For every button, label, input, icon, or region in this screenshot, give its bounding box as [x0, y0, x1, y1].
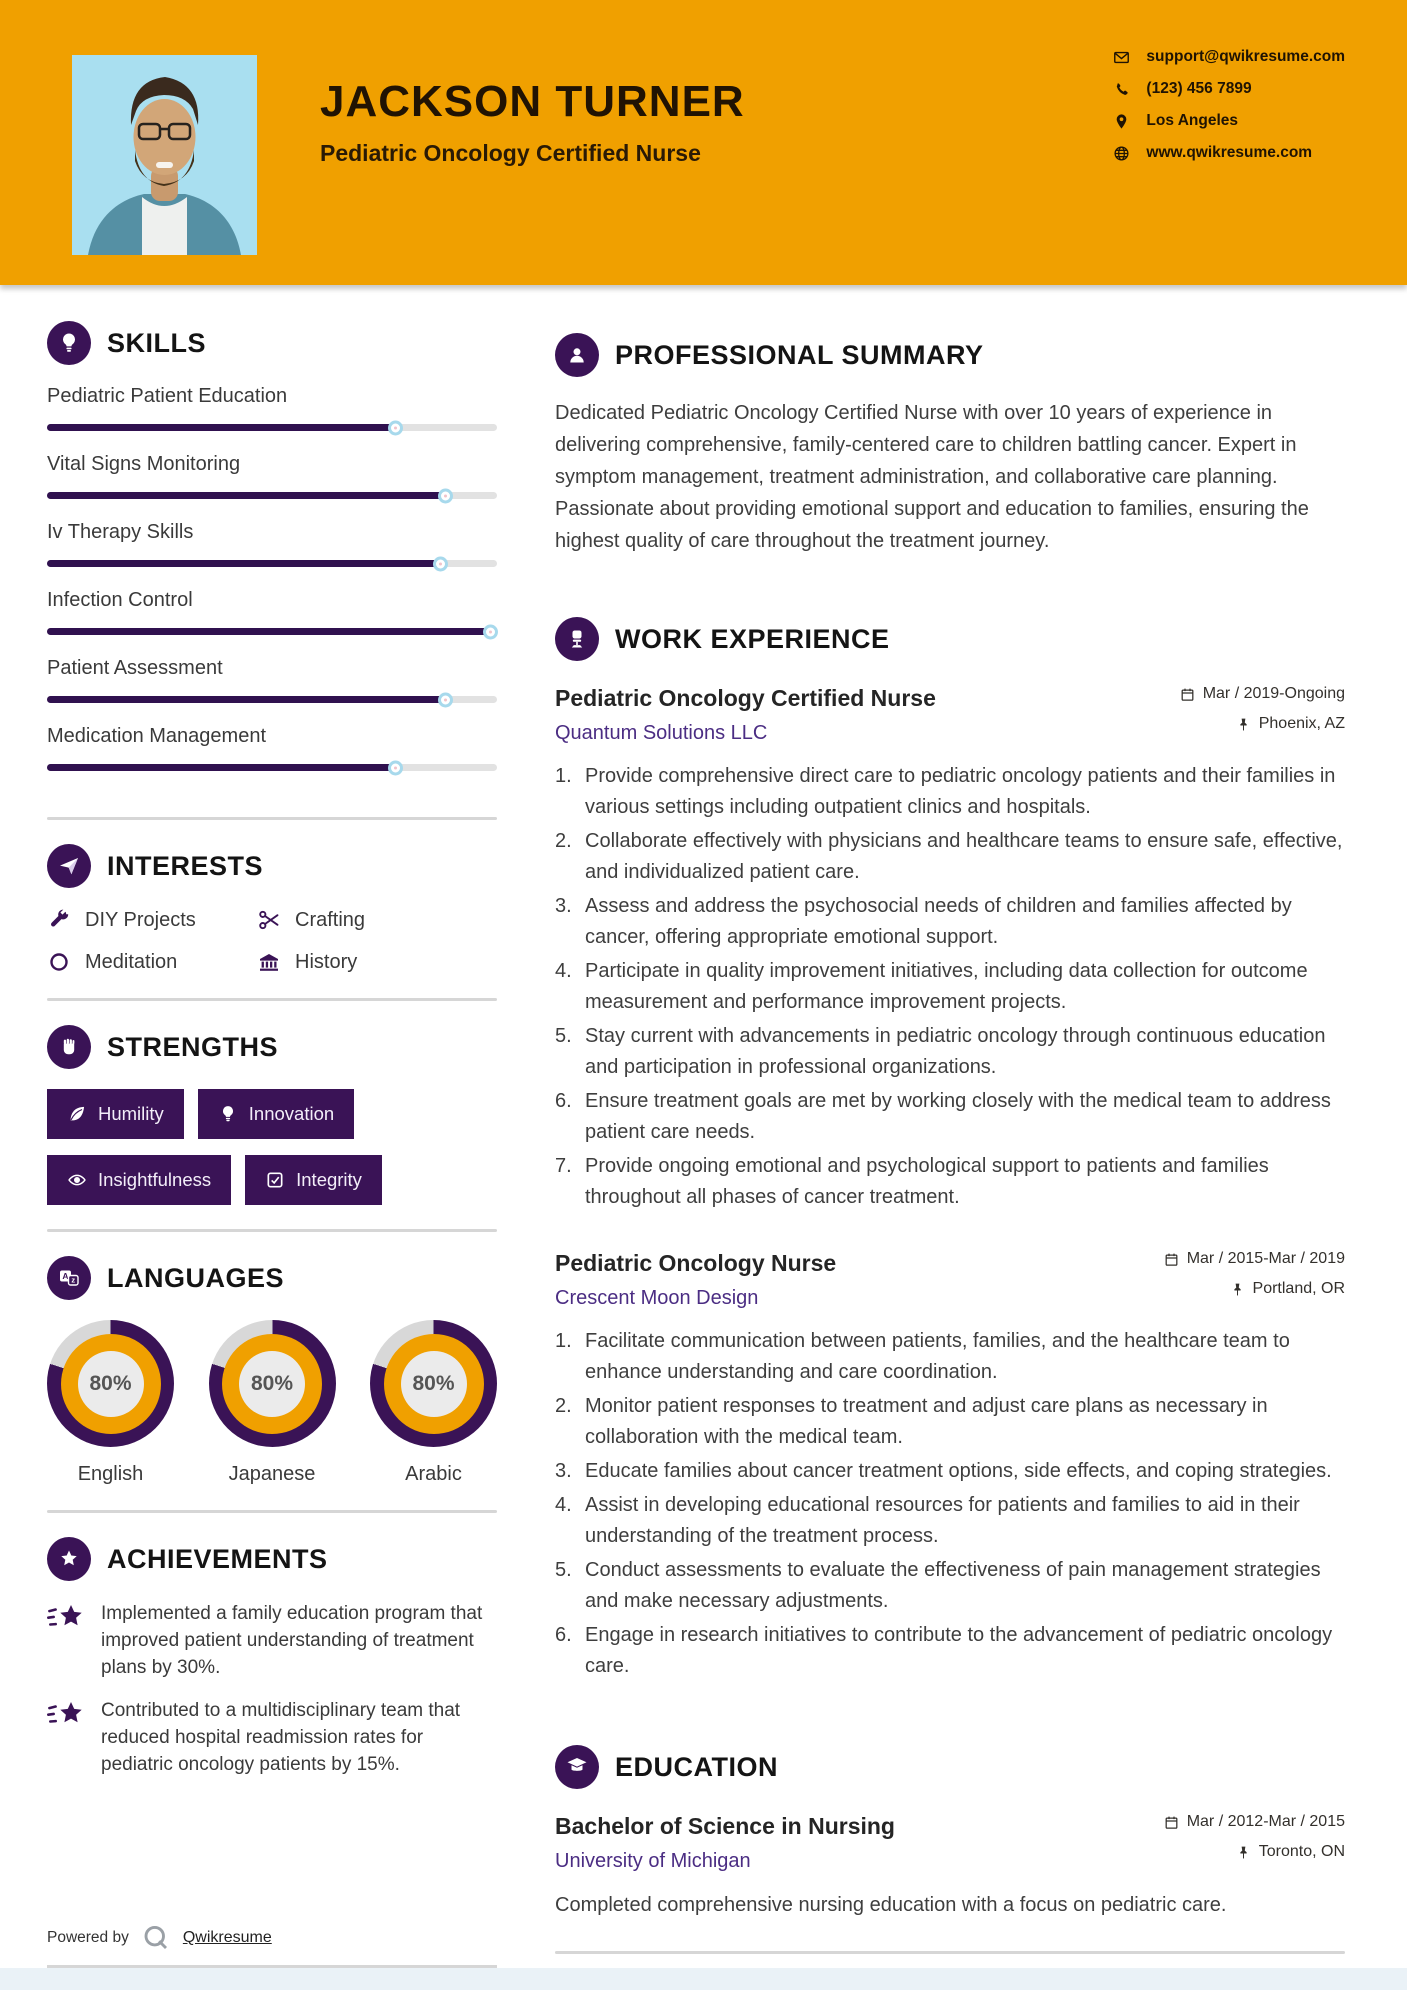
strengths-section-head — [47, 1025, 497, 1069]
interest-item: Meditation — [47, 950, 257, 974]
summary-section-head — [555, 333, 1345, 377]
qwikresume-link[interactable]: Qwikresume — [182, 1929, 272, 1946]
skill-slider[interactable] — [47, 628, 497, 635]
strengths-list — [47, 1089, 497, 1205]
contact-location: Los Angeles — [1113, 112, 1345, 130]
skill-item: Pediatric Patient Education — [47, 385, 497, 431]
scissors-icon — [257, 908, 281, 932]
job-location: Phoenix, AZ — [1180, 715, 1345, 733]
language-item: 80% Japanese — [209, 1320, 336, 1486]
checkbox-icon — [265, 1170, 285, 1190]
job-meta — [1144, 1250, 1345, 1298]
language-donut — [209, 1320, 336, 1447]
eye-icon — [67, 1170, 87, 1190]
contact-website[interactable]: www.qwikresume.com — [1113, 144, 1345, 162]
languages-heading: LANGUAGES — [107, 1262, 285, 1293]
shooting-star-icon — [47, 1603, 85, 1637]
skill-slider[interactable] — [47, 492, 497, 499]
slider-thumb[interactable] — [483, 624, 498, 639]
achievement-item: Implemented a family education program that improved patient understanding of treatment plans by 30%. — [47, 1601, 497, 1682]
strengths-heading: STRENGTHS — [107, 1031, 279, 1062]
leaf-icon — [67, 1104, 87, 1124]
education-section-head — [555, 1745, 1345, 1789]
divider — [47, 1229, 497, 1232]
job-meta — [1160, 685, 1345, 733]
slider-thumb[interactable] — [388, 420, 403, 435]
achievements-list — [47, 1601, 497, 1795]
pushpin-icon — [1236, 1845, 1251, 1860]
language-donut — [47, 1320, 174, 1447]
wrench-icon — [47, 908, 71, 932]
job-title: Pediatric Oncology Certified Nurse — [555, 685, 936, 711]
achievements-section-head — [47, 1537, 497, 1581]
job-entry — [555, 685, 1345, 1216]
language-donut — [370, 1320, 497, 1447]
company-link[interactable]: Crescent Moon Design — [555, 1287, 759, 1309]
interests-heading: INTERESTS — [107, 850, 264, 881]
pushpin-icon — [1236, 717, 1251, 732]
bank-icon — [257, 950, 281, 974]
language-item: 80% Arabic — [370, 1320, 497, 1486]
divider — [47, 817, 497, 820]
education-entry — [555, 1813, 1345, 1921]
work-section-head — [555, 617, 1345, 661]
skills-heading: SKILLS — [107, 327, 207, 358]
job-dates: Mar / 2015-Mar / 2019 — [1164, 1250, 1345, 1268]
work-heading: WORK EXPERIENCE — [615, 623, 890, 654]
school-link[interactable]: University of Michigan — [555, 1850, 751, 1872]
achievement-item: Contributed to a multidisciplinary team that reduced hospital readmission rates for pediatric oncology patients by 15%. — [47, 1698, 497, 1779]
office-chair-icon — [555, 617, 599, 661]
job-bullet: Provide ongoing emotional and psychological support to patients and families throughout all phases of cancer treatment. — [585, 1155, 1269, 1208]
job-bullet-list — [555, 761, 1345, 1213]
interest-item: History — [257, 950, 497, 974]
person-name: JACKSON TURNER — [320, 77, 745, 126]
job-bullet: Participate in quality improvement initiatives, including data collection for outcome measurement and performance improvement projects. — [585, 960, 1308, 1013]
paper-plane-icon — [47, 844, 91, 888]
sidebar — [47, 285, 497, 1968]
job-bullet: Collaborate effectively with physicians and healthcare teams to ensure safe, effective, and individualized patient care. — [585, 830, 1343, 883]
powered-by-label: Powered by — [47, 1929, 129, 1946]
job-bullet: Conduct assessments to evaluate the effectiveness of pain management strategies and make necessary adjustments. — [585, 1559, 1321, 1612]
calendar-icon — [1164, 1815, 1179, 1830]
interests-section-head — [47, 844, 497, 888]
education-meta — [1144, 1813, 1345, 1861]
divider — [555, 1951, 1345, 1954]
skill-slider[interactable] — [47, 696, 497, 703]
qwikresume-logo — [141, 1923, 171, 1953]
language-percent: 80% — [78, 1351, 144, 1417]
location-pin-icon — [1113, 113, 1130, 130]
email-icon — [1113, 49, 1130, 66]
strength-badge: Humility — [47, 1089, 184, 1139]
interests-list — [47, 908, 497, 974]
language-percent: 80% — [401, 1351, 467, 1417]
calendar-icon — [1164, 1252, 1179, 1267]
globe-icon — [1113, 145, 1130, 162]
job-bullet: Monitor patient responses to treatment and adjust care plans as necessary in collaboration with the medical team. — [585, 1395, 1268, 1448]
fist-icon — [47, 1025, 91, 1069]
education-heading: EDUCATION — [615, 1751, 778, 1782]
skill-slider[interactable] — [47, 424, 497, 431]
slider-thumb[interactable] — [438, 488, 453, 503]
summary-text: Dedicated Pediatric Oncology Certified Nurse with over 10 years of experience in delivering comprehensive, family-centered care to children battling cancer. Expert in symptom management, treatment administration, and collaborative care planning. Passionate about providing emotional support and education to families, ensuring the highest quality of care throughout the treatment journey. — [555, 402, 1309, 552]
slider-thumb[interactable] — [388, 760, 403, 775]
shooting-star-icon — [47, 1700, 85, 1734]
job-bullet: Assess and address the psychosocial needs of children and families affected by cancer, offering appropriate emotional support. — [585, 895, 1292, 948]
skill-slider[interactable] — [47, 764, 497, 771]
svg-text:z: z — [71, 1275, 76, 1285]
skill-item: Patient Assessment — [47, 657, 497, 703]
skill-item: Medication Management — [47, 725, 497, 771]
profile-photo — [72, 55, 257, 255]
interest-item: DIY Projects — [47, 908, 257, 932]
contact-phone: (123) 456 7899 — [1113, 80, 1345, 98]
summary-heading: PROFESSIONAL SUMMARY — [615, 339, 984, 370]
job-bullet: Provide comprehensive direct care to pediatric oncology patients and their families in various settings including outpatient clinics and hospitals. — [585, 765, 1336, 818]
education-description: Completed comprehensive nursing education with a focus on pediatric care. — [555, 1894, 1227, 1916]
education-dates: Mar / 2012-Mar / 2015 — [1164, 1813, 1345, 1831]
strength-badge: Integrity — [245, 1155, 382, 1205]
job-bullet: Facilitate communication between patients, families, and the healthcare team to enhance understanding and care coordination. — [585, 1330, 1290, 1383]
translate-icon — [47, 1256, 91, 1300]
content — [0, 285, 1407, 1968]
job-dates: Mar / 2019-Ongoing — [1180, 685, 1345, 703]
ring-icon — [47, 950, 71, 974]
strength-badge: Insightfulness — [47, 1155, 231, 1205]
job-bullet: Engage in research initiatives to contribute to the advancement of pediatric oncology care. — [585, 1624, 1333, 1677]
interest-item: Crafting — [257, 908, 497, 932]
job-bullet: Stay current with advancements in pediatric oncology through continuous education and participation in professional organizations. — [585, 1025, 1326, 1078]
degree-title: Bachelor of Science in Nursing — [555, 1813, 895, 1839]
sidebar-footer — [47, 1923, 497, 1968]
languages-section-head — [47, 1256, 497, 1300]
calendar-icon — [1180, 687, 1195, 702]
bottom-strip — [0, 1968, 1407, 1990]
star-icon — [47, 1537, 91, 1581]
person-title: Pediatric Oncology Certified Nurse — [320, 140, 701, 167]
strength-badge: Innovation — [198, 1089, 354, 1139]
company-link[interactable]: Quantum Solutions LLC — [555, 722, 768, 744]
divider — [47, 1510, 497, 1513]
language-item: 80% English — [47, 1320, 174, 1486]
user-icon — [555, 333, 599, 377]
slider-thumb[interactable] — [433, 556, 448, 571]
bulb-icon — [218, 1104, 238, 1124]
slider-thumb[interactable] — [438, 692, 453, 707]
job-bullet-list — [555, 1326, 1345, 1682]
graduation-cap-icon — [555, 1745, 599, 1789]
header — [0, 0, 1407, 285]
svg-text:A: A — [62, 1271, 69, 1281]
skills-section-head — [47, 321, 497, 365]
job-entry — [555, 1250, 1345, 1685]
skill-slider[interactable] — [47, 560, 497, 567]
contact-email: support@qwikresume.com — [1113, 48, 1345, 66]
portrait-illustration — [72, 55, 257, 255]
job-bullet: Educate families about cancer treatment options, side effects, and coping strategies. — [585, 1460, 1332, 1482]
education-location: Toronto, ON — [1164, 1843, 1345, 1861]
job-title: Pediatric Oncology Nurse — [555, 1250, 837, 1276]
language-percent: 80% — [239, 1351, 305, 1417]
job-bullet: Ensure treatment goals are met by working closely with the medical team to address patient care needs. — [585, 1090, 1331, 1143]
achievements-heading: ACHIEVEMENTS — [107, 1543, 328, 1574]
contact-block — [1113, 48, 1345, 285]
phone-icon — [1113, 81, 1130, 98]
skill-item: Vital Signs Monitoring — [47, 453, 497, 499]
main-column — [555, 285, 1345, 1968]
skill-item: Infection Control — [47, 589, 497, 635]
divider — [47, 998, 497, 1001]
job-bullet: Assist in developing educational resources for patients and families to aid in their understanding of the treatment process. — [585, 1494, 1300, 1547]
skill-item: Iv Therapy Skills — [47, 521, 497, 567]
job-location: Portland, OR — [1164, 1280, 1345, 1298]
pushpin-icon — [1230, 1282, 1245, 1297]
languages-list — [47, 1320, 497, 1486]
lightbulb-icon — [47, 321, 91, 365]
